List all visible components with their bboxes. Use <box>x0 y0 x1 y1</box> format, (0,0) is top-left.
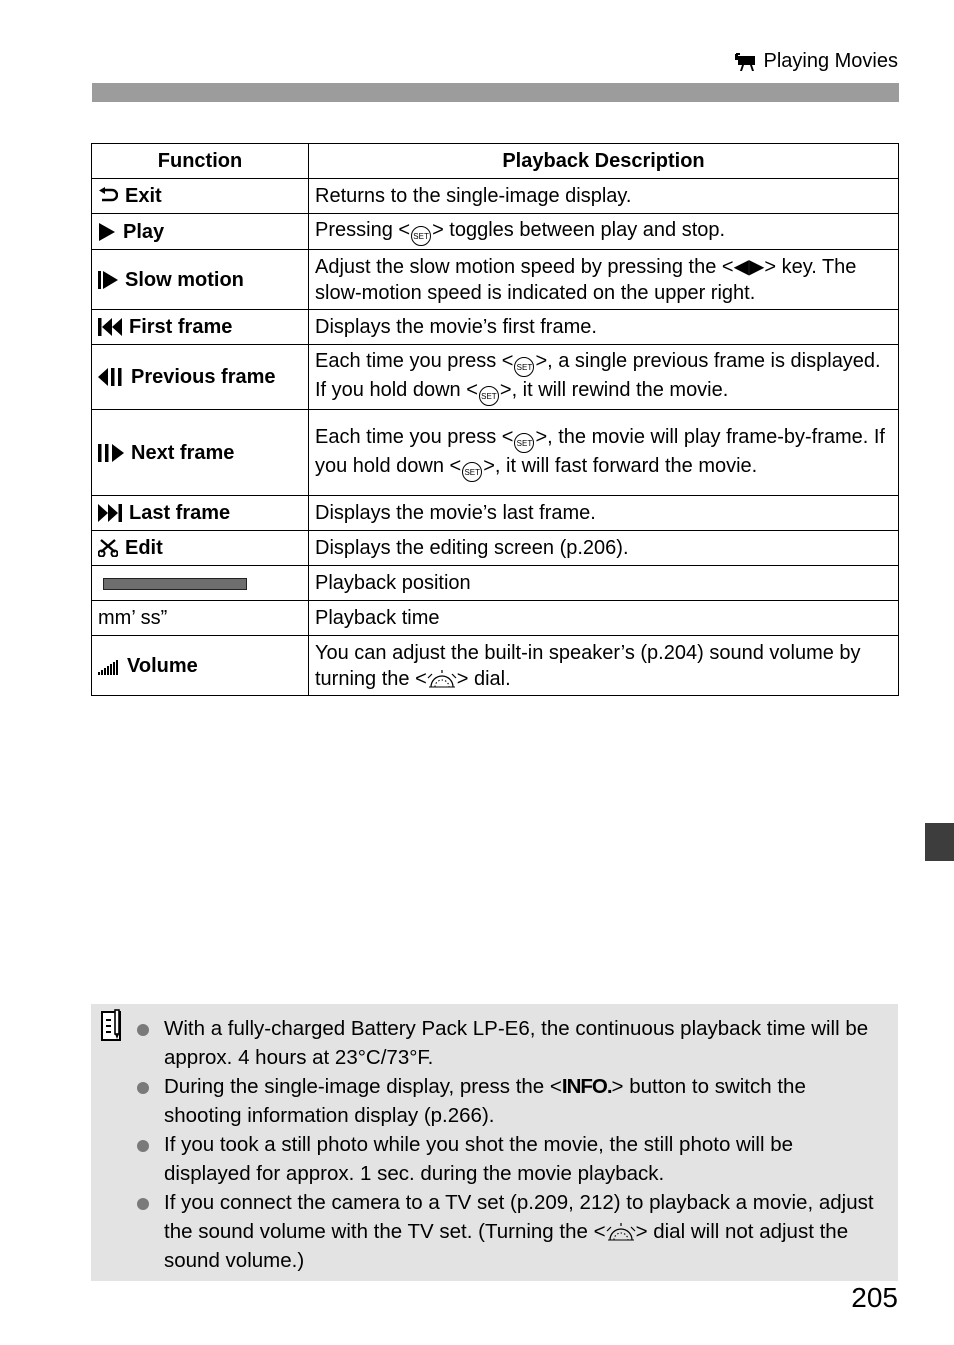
description-text: >, a single previous frame is displayed. If you hold down < <box>315 350 881 401</box>
info-button-label: INFO. <box>561 1075 612 1098</box>
description-cell <box>309 566 899 601</box>
table-header-description: Playback Description <box>309 144 899 179</box>
description-text: Displays the movie’s first frame. <box>315 316 597 338</box>
function-label: Edit <box>125 537 163 559</box>
set-button-icon: SET <box>479 386 499 406</box>
description-text: >, the movie will play frame-by-frame. If you hold down < <box>315 425 885 477</box>
note-text: If you took a still photo while you shot the movie, the still photo will be displayed for approx. 1 sec. during the movie playback. <box>164 1133 794 1185</box>
last-frame-icon <box>98 504 122 522</box>
function-label: Exit <box>125 185 162 207</box>
note-text: > button to switch the shooting information display (p.266). <box>164 1075 806 1127</box>
note-box <box>91 1004 898 1281</box>
function-label: Slow motion <box>125 268 244 291</box>
slow-motion-icon <box>98 271 118 289</box>
list-item <box>137 1188 877 1275</box>
description-text: Displays the editing screen (p.206). <box>315 537 629 559</box>
description-text: Each time you press < <box>315 350 514 372</box>
table-row-first-frame <box>92 310 899 345</box>
description-text: Returns to the single-image display. <box>315 185 632 207</box>
volume-icon <box>98 659 120 675</box>
note-text: > dial will not adjust the sound volume.) <box>164 1220 849 1272</box>
function-cell <box>92 345 309 410</box>
description-cell <box>309 601 899 636</box>
note-text: During the single-image display, press the < <box>164 1075 562 1098</box>
function-label: Previous frame <box>131 366 276 388</box>
return-icon <box>98 187 118 205</box>
header-bar <box>92 83 899 102</box>
table-row-play <box>92 214 899 250</box>
page-number: 205 <box>851 1282 898 1313</box>
description-text: > dial. <box>456 667 511 690</box>
description-text: Each time you press < <box>315 425 514 448</box>
function-cell <box>92 250 309 310</box>
description-text: Playback time <box>315 607 440 629</box>
description-cell <box>309 496 899 531</box>
table-row-next-frame <box>92 410 899 496</box>
list-item <box>137 1014 877 1072</box>
table-header-row <box>92 144 899 179</box>
function-label: Volume <box>127 654 198 677</box>
set-button-icon: SET <box>514 357 534 377</box>
function-cell <box>92 531 309 566</box>
function-cell <box>92 310 309 345</box>
previous-frame-icon <box>98 368 124 386</box>
list-item <box>137 1130 877 1188</box>
list-item <box>137 1072 877 1130</box>
description-cell <box>309 214 899 250</box>
description-text: Adjust the slow motion speed by pressing the <◀▶> key. The slow-motion speed is indicated on the upper right. <box>315 255 857 304</box>
table-row-volume <box>92 636 899 696</box>
scissors-icon <box>98 539 118 557</box>
function-label: Last frame <box>129 502 231 524</box>
function-cell <box>92 636 309 696</box>
function-cell <box>92 566 309 601</box>
memo-icon <box>100 1009 128 1043</box>
first-frame-icon <box>98 318 122 336</box>
note-list <box>137 1014 877 1275</box>
note-text: If you connect the camera to a TV set (p.209, 212) to playback a movie, adjust the sound volume with the TV set. (Turning the < <box>164 1191 874 1243</box>
play-icon <box>98 223 116 241</box>
table-row-previous-frame <box>92 345 899 410</box>
description-text: > toggles between play and stop. <box>432 219 726 241</box>
set-button-icon: SET <box>411 226 431 246</box>
description-cell <box>309 531 899 566</box>
playback-functions-table <box>91 143 899 696</box>
set-button-icon: SET <box>514 433 534 453</box>
note-text: With a fully-charged Battery Pack LP-E6, the continuous playback time will be approx. 4 hours at 23°C/73°F. <box>164 1017 869 1069</box>
table-row-playback-time <box>92 601 899 636</box>
description-cell <box>309 179 899 214</box>
movie-camera-icon <box>735 52 757 72</box>
table-row-playback-position <box>92 566 899 601</box>
description-text: Displays the movie’s last frame. <box>315 502 596 524</box>
table-row-edit <box>92 531 899 566</box>
function-label: mm’ ss” <box>98 607 168 629</box>
running-header-title: Playing Movies <box>763 50 898 72</box>
function-label: Play <box>123 220 165 243</box>
running-header <box>735 50 898 73</box>
chapter-tab <box>925 823 954 861</box>
function-cell <box>92 179 309 214</box>
description-text: Pressing < <box>315 219 411 241</box>
description-text: >, it will rewind the movie. <box>499 379 729 401</box>
function-cell <box>92 410 309 496</box>
function-label: First frame <box>129 316 233 338</box>
description-text: Playback position <box>315 572 471 594</box>
set-button-icon: SET <box>462 462 482 482</box>
table-header-function: Function <box>92 144 309 179</box>
description-cell <box>309 310 899 345</box>
function-cell <box>92 496 309 531</box>
function-cell <box>92 601 309 636</box>
table-row-last-frame <box>92 496 899 531</box>
table-row-exit <box>92 179 899 214</box>
description-cell <box>309 250 899 310</box>
description-text: You can adjust the built-in speaker’s (p.204) sound volume by turning the < <box>315 641 861 690</box>
quick-control-dial-icon <box>606 1222 636 1242</box>
next-frame-icon <box>98 444 124 462</box>
table-row-slow-motion <box>92 250 899 310</box>
description-text: >, it will fast forward the movie. <box>483 454 758 477</box>
description-cell <box>309 345 899 410</box>
description-cell <box>309 410 899 496</box>
quick-control-dial-icon <box>427 669 457 689</box>
function-cell <box>92 214 309 250</box>
function-label: Next frame <box>131 441 235 464</box>
position-bar-icon <box>103 578 247 590</box>
description-cell <box>309 636 899 696</box>
